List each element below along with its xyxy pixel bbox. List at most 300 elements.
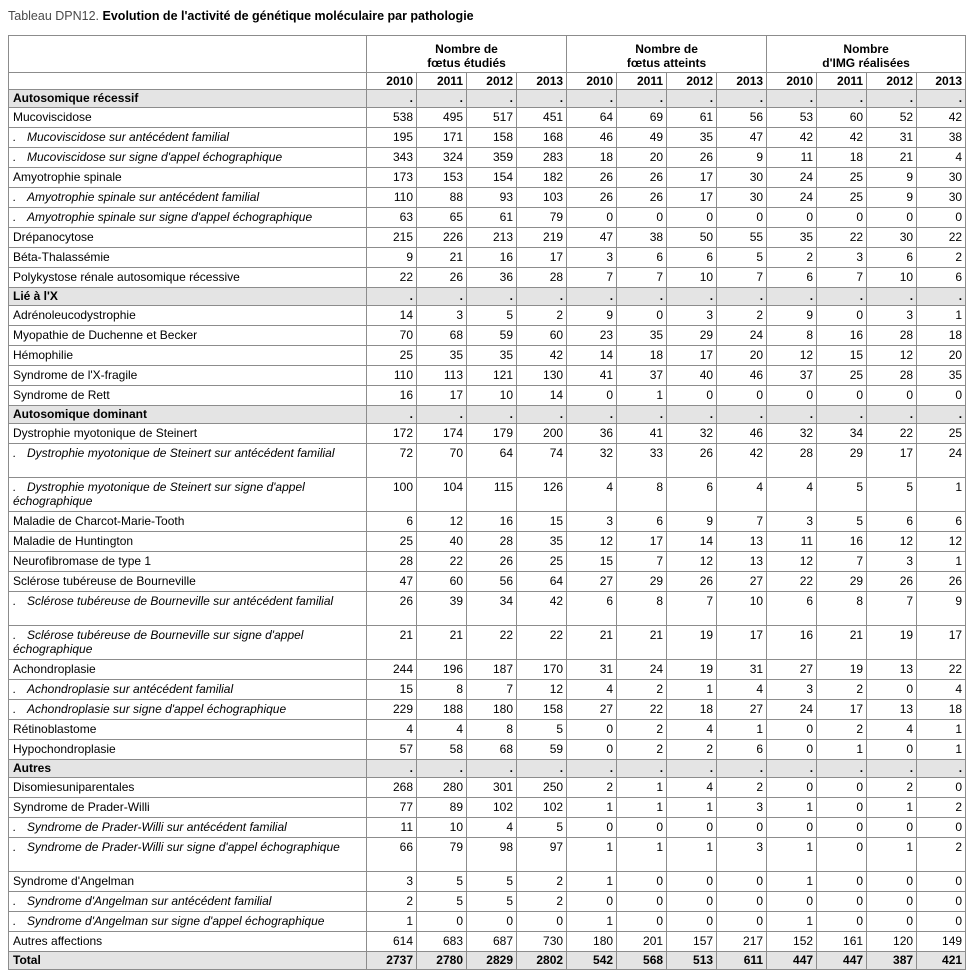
value-cell: 7: [867, 592, 917, 626]
value-cell: 21: [817, 626, 867, 660]
value-cell: .: [517, 406, 567, 424]
row-label-text: Mucoviscidose sur antécédent familial: [27, 130, 230, 144]
value-cell: 11: [367, 818, 417, 838]
value-cell: 10: [717, 592, 767, 626]
value-cell: 6: [767, 592, 817, 626]
value-cell: 0: [867, 208, 917, 228]
row-label-text: Total: [13, 953, 41, 967]
header-year: 2010: [767, 73, 817, 90]
row-label: [9, 552, 367, 572]
value-cell: 9: [767, 306, 817, 326]
value-cell: 8: [617, 592, 667, 626]
value-cell: 3: [567, 248, 617, 268]
value-cell: 25: [367, 532, 417, 552]
value-cell: 0: [667, 872, 717, 892]
value-cell: 7: [817, 268, 867, 288]
value-cell: 61: [467, 208, 517, 228]
value-cell: 22: [417, 552, 467, 572]
value-cell: 219: [517, 228, 567, 248]
table-number: Tableau DPN12.: [8, 9, 100, 23]
row-label-text: Syndrome d'Angelman sur antécédent familial: [27, 894, 272, 908]
value-cell: 19: [667, 626, 717, 660]
row-label-text: Amyotrophie spinale sur antécédent familial: [27, 190, 260, 204]
value-cell: 16: [467, 512, 517, 532]
row-label: [9, 572, 367, 592]
value-cell: 0: [667, 386, 717, 406]
value-cell: 59: [517, 740, 567, 760]
value-cell: 0: [817, 872, 867, 892]
row-label: [9, 326, 367, 346]
table-row: [9, 626, 966, 660]
value-cell: 244: [367, 660, 417, 680]
row-label-text: Syndrome d'Angelman: [13, 874, 135, 888]
value-cell: 14: [367, 306, 417, 326]
value-cell: 64: [567, 108, 617, 128]
table-row: [9, 818, 966, 838]
value-cell: 250: [517, 778, 567, 798]
value-cell: 130: [517, 366, 567, 386]
value-cell: 1: [867, 838, 917, 872]
value-cell: 7: [717, 512, 767, 532]
value-cell: 3: [417, 306, 467, 326]
value-cell: 120: [867, 932, 917, 952]
value-cell: 9: [867, 188, 917, 208]
value-cell: 158: [467, 128, 517, 148]
value-cell: 2829: [467, 952, 517, 970]
sub-item-marker: .: [13, 894, 17, 908]
value-cell: 0: [867, 386, 917, 406]
value-cell: 63: [367, 208, 417, 228]
value-cell: 4: [367, 720, 417, 740]
value-cell: 37: [617, 366, 667, 386]
row-label-text: Syndrome de Prader-Willi sur antécédent familial: [27, 820, 287, 834]
row-label-text: Neurofibromase de type 1: [13, 554, 152, 568]
value-cell: 3: [767, 680, 817, 700]
value-cell: 0: [667, 892, 717, 912]
value-cell: 173: [367, 168, 417, 188]
value-cell: 102: [467, 798, 517, 818]
value-cell: 0: [717, 208, 767, 228]
value-cell: 17: [667, 346, 717, 366]
value-cell: 2: [817, 720, 867, 740]
value-cell: 26: [567, 168, 617, 188]
value-cell: 3: [817, 248, 867, 268]
value-cell: 18: [817, 148, 867, 168]
table-row: [9, 208, 966, 228]
row-label-text: Dystrophie myotonique de Steinert: [13, 426, 198, 440]
value-cell: .: [467, 90, 517, 108]
table-row: [9, 572, 966, 592]
sub-item-marker: .: [13, 480, 17, 494]
value-cell: 25: [817, 366, 867, 386]
table-row: [9, 932, 966, 952]
value-cell: 10: [467, 386, 517, 406]
row-label: [9, 306, 367, 326]
value-cell: 11: [767, 532, 817, 552]
value-cell: 17: [817, 700, 867, 720]
value-cell: 12: [667, 552, 717, 572]
value-cell: .: [617, 90, 667, 108]
value-cell: 1: [617, 778, 667, 798]
row-label-text: Maladie de Huntington: [13, 534, 134, 548]
row-label-text: Sclérose tubéreuse de Bourneville sur signe d'appel échographique: [13, 628, 304, 656]
value-cell: 280: [417, 778, 467, 798]
table-row: [9, 592, 966, 626]
row-label: [9, 892, 367, 912]
row-label-text: Achondroplasie: [13, 662, 96, 676]
value-cell: 47: [567, 228, 617, 248]
value-cell: 42: [767, 128, 817, 148]
value-cell: 38: [617, 228, 667, 248]
value-cell: 12: [867, 346, 917, 366]
row-label: [9, 700, 367, 720]
row-label: [9, 386, 367, 406]
value-cell: 2780: [417, 952, 467, 970]
value-cell: 0: [567, 208, 617, 228]
value-cell: 110: [367, 188, 417, 208]
value-cell: 37: [767, 366, 817, 386]
value-cell: 9: [567, 306, 617, 326]
section-row: [9, 760, 966, 778]
value-cell: 32: [767, 424, 817, 444]
table-row: [9, 168, 966, 188]
value-cell: 0: [617, 912, 667, 932]
row-label-text: Amyotrophie spinale sur signe d'appel échographique: [27, 210, 313, 224]
value-cell: 421: [917, 952, 966, 970]
value-cell: 19: [867, 626, 917, 660]
value-cell: .: [367, 288, 417, 306]
value-cell: 79: [417, 838, 467, 872]
value-cell: 36: [567, 424, 617, 444]
value-cell: 30: [717, 188, 767, 208]
header-year: 2012: [467, 73, 517, 90]
value-cell: 2: [767, 248, 817, 268]
value-cell: 0: [467, 912, 517, 932]
value-cell: 8: [817, 592, 867, 626]
value-cell: 5: [817, 478, 867, 512]
value-cell: 42: [517, 346, 567, 366]
value-cell: 4: [867, 720, 917, 740]
value-cell: 0: [767, 720, 817, 740]
sub-item-marker: .: [13, 914, 17, 928]
value-cell: 32: [567, 444, 617, 478]
value-cell: 46: [567, 128, 617, 148]
value-cell: 12: [917, 532, 966, 552]
table-row: [9, 700, 966, 720]
table-row: [9, 552, 966, 572]
value-cell: 25: [817, 188, 867, 208]
value-cell: 35: [417, 346, 467, 366]
table-row: [9, 720, 966, 740]
value-cell: .: [867, 288, 917, 306]
value-cell: .: [417, 288, 467, 306]
value-cell: 34: [817, 424, 867, 444]
value-cell: .: [767, 288, 817, 306]
value-cell: 217: [717, 932, 767, 952]
value-cell: 35: [517, 532, 567, 552]
value-cell: 4: [717, 478, 767, 512]
value-cell: 26: [367, 592, 417, 626]
value-cell: 12: [567, 532, 617, 552]
value-cell: 0: [917, 208, 966, 228]
value-cell: .: [517, 90, 567, 108]
row-label: [9, 680, 367, 700]
value-cell: 47: [367, 572, 417, 592]
value-cell: 2: [717, 778, 767, 798]
value-cell: 1: [917, 552, 966, 572]
value-cell: .: [467, 760, 517, 778]
value-cell: 126: [517, 478, 567, 512]
value-cell: 20: [917, 346, 966, 366]
value-cell: 7: [567, 268, 617, 288]
value-cell: 171: [417, 128, 467, 148]
row-label-text: Disomiesuniparentales: [13, 780, 135, 794]
row-label-text: Syndrome d'Angelman sur signe d'appel échographique: [27, 914, 325, 928]
value-cell: 0: [767, 818, 817, 838]
value-cell: 3: [867, 306, 917, 326]
value-cell: 12: [417, 512, 467, 532]
value-cell: 182: [517, 168, 567, 188]
value-cell: 8: [467, 720, 517, 740]
value-cell: 22: [467, 626, 517, 660]
value-cell: 9: [367, 248, 417, 268]
value-cell: 35: [917, 366, 966, 386]
row-label-text: Autosomique dominant: [13, 407, 147, 421]
value-cell: 213: [467, 228, 517, 248]
value-cell: 4: [467, 818, 517, 838]
header-year: 2012: [867, 73, 917, 90]
value-cell: 0: [617, 872, 667, 892]
total-row: [9, 952, 966, 970]
value-cell: 3: [717, 798, 767, 818]
value-cell: 180: [567, 932, 617, 952]
row-label: [9, 778, 367, 798]
value-cell: 149: [917, 932, 966, 952]
value-cell: 0: [867, 740, 917, 760]
value-cell: 611: [717, 952, 767, 970]
row-label: [9, 952, 367, 970]
value-cell: 5: [867, 478, 917, 512]
value-cell: 64: [467, 444, 517, 478]
value-cell: 1: [917, 306, 966, 326]
value-cell: 4: [767, 478, 817, 512]
value-cell: 1: [567, 838, 617, 872]
value-cell: 542: [567, 952, 617, 970]
value-cell: 0: [567, 892, 617, 912]
value-cell: 98: [467, 838, 517, 872]
value-cell: 0: [917, 912, 966, 932]
header-year: 2010: [567, 73, 617, 90]
row-label-text: Rétinoblastome: [13, 722, 97, 736]
value-cell: 0: [867, 872, 917, 892]
value-cell: 59: [467, 326, 517, 346]
value-cell: 41: [617, 424, 667, 444]
value-cell: 6: [717, 740, 767, 760]
value-cell: 22: [767, 572, 817, 592]
value-cell: 5: [717, 248, 767, 268]
value-cell: 13: [717, 532, 767, 552]
value-cell: 26: [467, 552, 517, 572]
value-cell: 7: [717, 268, 767, 288]
value-cell: 6: [667, 248, 717, 268]
value-cell: 13: [717, 552, 767, 572]
row-label-text: Syndrome de l'X-fragile: [13, 368, 138, 382]
row-label: [9, 478, 367, 512]
value-cell: 447: [817, 952, 867, 970]
row-label-text: Autres: [13, 761, 52, 775]
value-cell: .: [417, 90, 467, 108]
header-foetus-etudies: Nombre de fœtus étudiés: [367, 36, 567, 73]
value-cell: 172: [367, 424, 417, 444]
value-cell: 170: [517, 660, 567, 680]
row-label: [9, 346, 367, 366]
value-cell: 13: [867, 660, 917, 680]
value-cell: 88: [417, 188, 467, 208]
value-cell: 0: [717, 872, 767, 892]
value-cell: 9: [667, 512, 717, 532]
value-cell: .: [917, 288, 966, 306]
value-cell: 9: [917, 592, 966, 626]
sub-item-marker: .: [13, 130, 17, 144]
value-cell: 12: [767, 552, 817, 572]
row-label-text: Maladie de Charcot-Marie-Tooth: [13, 514, 185, 528]
value-cell: 23: [567, 326, 617, 346]
value-cell: 26: [667, 148, 717, 168]
value-cell: 22: [817, 228, 867, 248]
value-cell: 15: [367, 680, 417, 700]
value-cell: 113: [417, 366, 467, 386]
row-label: [9, 188, 367, 208]
value-cell: .: [517, 760, 567, 778]
value-cell: 17: [667, 168, 717, 188]
value-cell: 58: [417, 740, 467, 760]
value-cell: 100: [367, 478, 417, 512]
row-label-text: Polykystose rénale autosomique récessive: [13, 270, 240, 284]
header-year: 2013: [717, 73, 767, 90]
value-cell: 42: [817, 128, 867, 148]
value-cell: 2737: [367, 952, 417, 970]
value-cell: .: [567, 288, 617, 306]
value-cell: 0: [767, 892, 817, 912]
value-cell: 1: [567, 872, 617, 892]
value-cell: 17: [867, 444, 917, 478]
value-cell: 18: [917, 326, 966, 346]
value-cell: 14: [567, 346, 617, 366]
row-label: [9, 168, 367, 188]
value-cell: .: [917, 760, 966, 778]
value-cell: 2: [617, 680, 667, 700]
value-cell: 26: [617, 168, 667, 188]
table-row: [9, 798, 966, 818]
value-cell: 68: [467, 740, 517, 760]
value-cell: 15: [567, 552, 617, 572]
value-cell: 687: [467, 932, 517, 952]
value-cell: 0: [917, 872, 966, 892]
value-cell: .: [817, 760, 867, 778]
value-cell: 0: [817, 306, 867, 326]
value-cell: 3: [767, 512, 817, 532]
value-cell: 10: [667, 268, 717, 288]
value-cell: 6: [617, 512, 667, 532]
value-cell: 38: [917, 128, 966, 148]
value-cell: 17: [667, 188, 717, 208]
value-cell: .: [667, 90, 717, 108]
value-cell: 26: [917, 572, 966, 592]
value-cell: 64: [517, 572, 567, 592]
value-cell: 16: [467, 248, 517, 268]
value-cell: 1: [767, 798, 817, 818]
value-cell: 158: [517, 700, 567, 720]
value-cell: .: [717, 406, 767, 424]
value-cell: 161: [817, 932, 867, 952]
value-cell: .: [717, 288, 767, 306]
value-cell: 1: [667, 838, 717, 872]
sub-item-marker: .: [13, 190, 17, 204]
value-cell: 11: [767, 148, 817, 168]
value-cell: 152: [767, 932, 817, 952]
value-cell: 52: [867, 108, 917, 128]
value-cell: .: [467, 406, 517, 424]
value-cell: 0: [817, 386, 867, 406]
value-cell: 2: [517, 892, 567, 912]
value-cell: 4: [917, 680, 966, 700]
header-year: 2010: [367, 73, 417, 90]
value-cell: 18: [667, 700, 717, 720]
value-cell: 34: [467, 592, 517, 626]
row-label: [9, 248, 367, 268]
value-cell: 115: [467, 478, 517, 512]
value-cell: 447: [767, 952, 817, 970]
value-cell: 683: [417, 932, 467, 952]
value-cell: 24: [767, 700, 817, 720]
row-label: [9, 228, 367, 248]
header-year: 2013: [917, 73, 966, 90]
value-cell: 301: [467, 778, 517, 798]
value-cell: 179: [467, 424, 517, 444]
table-title: [8, 9, 474, 23]
value-cell: 0: [917, 778, 966, 798]
value-cell: 49: [617, 128, 667, 148]
value-cell: 28: [467, 532, 517, 552]
value-cell: 9: [867, 168, 917, 188]
row-label: [9, 838, 367, 872]
table-row: [9, 386, 966, 406]
value-cell: .: [517, 288, 567, 306]
value-cell: 10: [867, 268, 917, 288]
table-row: [9, 306, 966, 326]
row-label-text: Syndrome de Rett: [13, 388, 110, 402]
row-label: [9, 872, 367, 892]
value-cell: .: [817, 288, 867, 306]
row-label: [9, 148, 367, 168]
value-cell: 60: [417, 572, 467, 592]
value-cell: 42: [517, 592, 567, 626]
value-cell: 17: [517, 248, 567, 268]
row-label: [9, 108, 367, 128]
value-cell: 24: [617, 660, 667, 680]
value-cell: 1: [917, 478, 966, 512]
value-cell: .: [867, 90, 917, 108]
sub-item-marker: .: [13, 150, 17, 164]
table-row: [9, 424, 966, 444]
value-cell: .: [867, 760, 917, 778]
value-cell: 0: [717, 912, 767, 932]
row-label-text: Adrénoleucodystrophie: [13, 308, 136, 322]
value-cell: 0: [717, 892, 767, 912]
value-cell: 1: [567, 798, 617, 818]
table-row: [9, 326, 966, 346]
value-cell: 28: [767, 444, 817, 478]
